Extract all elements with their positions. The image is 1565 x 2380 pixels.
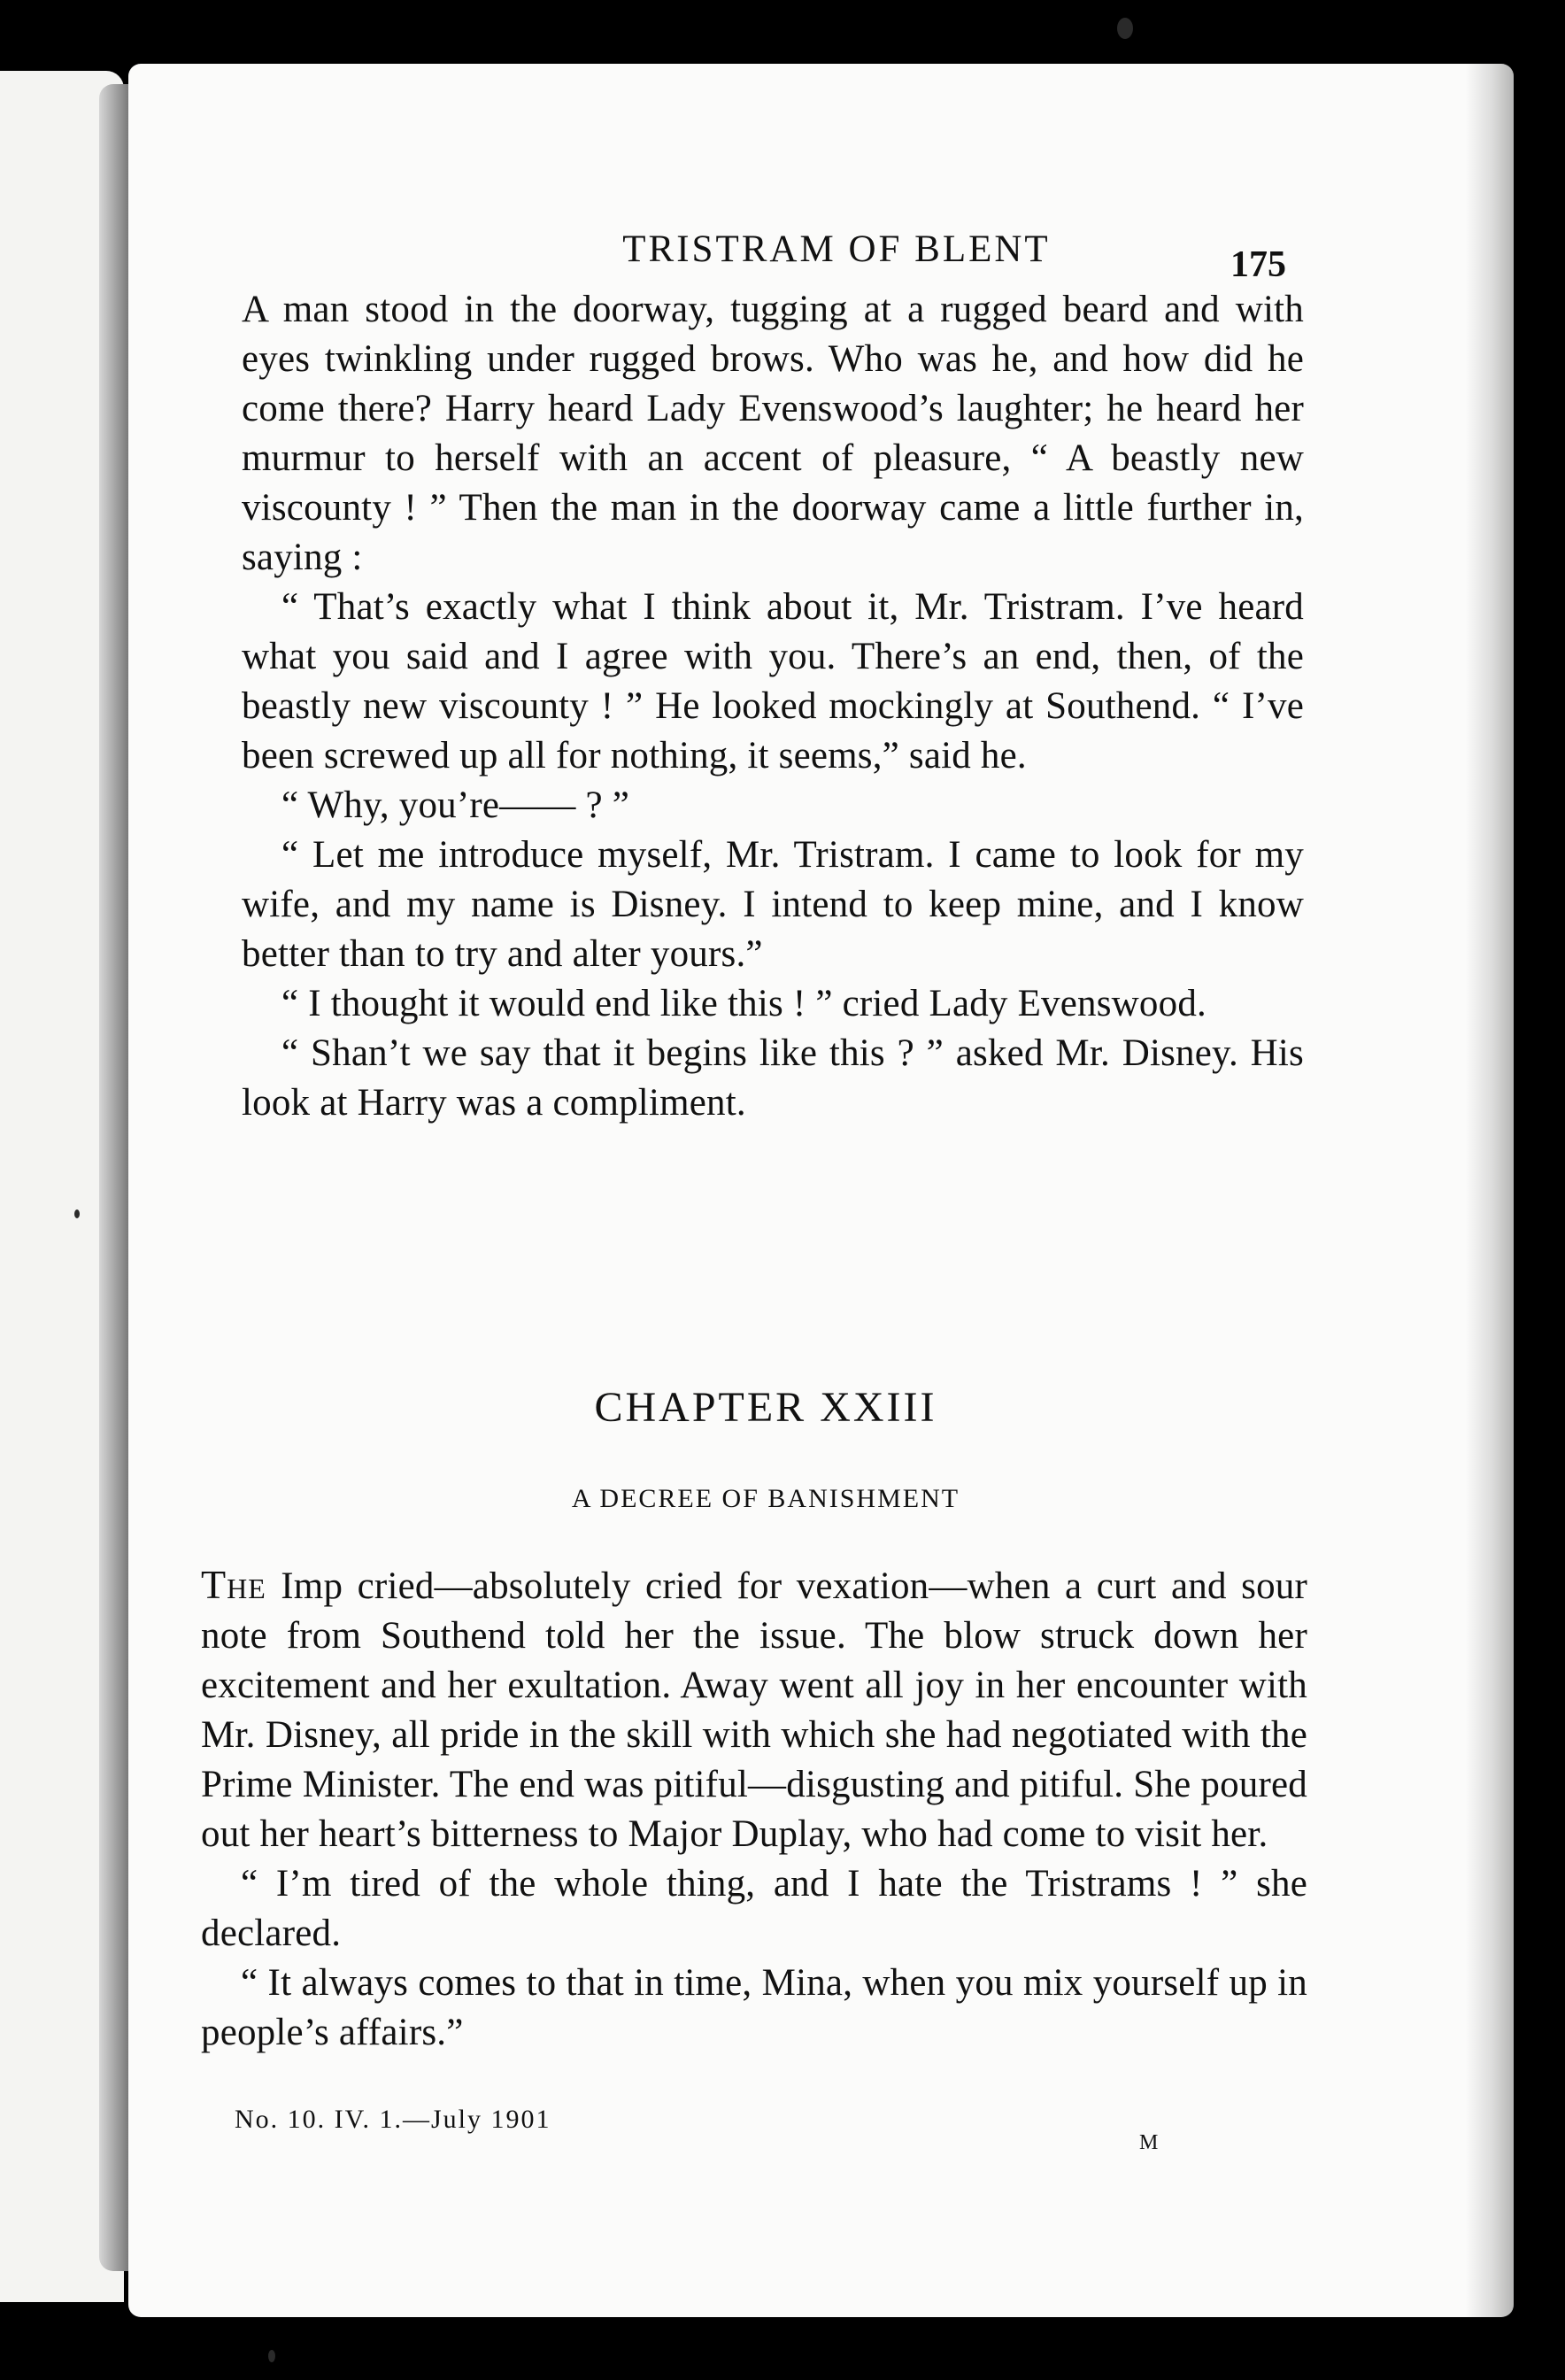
chapter-paragraph-1 [201,1560,1307,1859]
chapter-subtitle: A DECREE OF BANISHMENT [571,1484,960,1513]
signature-mark: M [1139,2131,1160,2154]
chapter-paragraph-2: “ I’m tired of the whole thing, and I hate the Tristrams ! ” she declared. [201,1863,1307,1954]
page-number: 175 [1230,244,1286,285]
body-paragraph-5: “ I thought it would end like this ! ” cried Lady Evenswood. [281,983,1207,1024]
scan-speck [1117,18,1133,39]
body-paragraph-1: A man stood in the doorway, tugging at a rugged beard and with eyes twinkling under rugged brows. Who was he, and how did he come there? Harry heard Lady Evenswood’s laughter; he heard her murmur to herself with an accent of pleasure, “ A beastly new viscounty ! ” Then the man in the doorway came a little further in, saying : [242,289,1304,578]
chapter-heading: CHAPTER XXIII [594,1384,937,1431]
body-paragraph-6: “ Shan’t we say that it begins like this ? ” asked Mr. Disney. His look at Harry was a compliment. [242,1032,1304,1124]
chapter-paragraph-1-text: Imp cried—absolutely cried for vexation—when a curt and sour note from Southend told her the issue. The blow struck down her excitement and her exultation. Away went all joy in her encounter with Mr. Disney, all pride in the skill with which she had negotiated with the Prime Minister. The end was pitiful—disgusting and pitiful. She poured out her heart’s bitterness to Major Duplay, who had come to visit her. [201,1565,1308,1855]
body-paragraph-3: “ Why, you’re—— ? ” [281,784,630,826]
chapter-text-block [201,1560,1307,2058]
chapter-first-word: The [201,1562,266,1607]
right-page-shadow [1465,64,1514,2317]
issue-footer: No. 10. IV. 1.—July 1901 [235,2105,551,2134]
main-text-block [242,285,1304,1128]
chapter-paragraph-3: “ It always comes to that in time, Mina, when you mix yourself up in people’s affairs.” [201,1962,1307,2053]
scan-speck [268,2350,275,2362]
running-head: TRISTRAM OF BLENT [622,228,1051,270]
scan-speck [74,1209,80,1218]
body-paragraph-2: “ That’s exactly what I think about it, Mr. Tristram. I’ve heard what you said and I agree with you. There’s an end, then, of the beastly new viscounty ! ” He looked mockingly at Southend. “ I’ve been screwed up all for nothing, it seems,” said he. [242,586,1304,777]
book-page [128,64,1514,2317]
body-paragraph-4: “ Let me introduce myself, Mr. Tristram. I came to look for my wife, and my name is Disney. I intend to keep mine, and I know better than to try and alter yours.” [242,834,1304,975]
